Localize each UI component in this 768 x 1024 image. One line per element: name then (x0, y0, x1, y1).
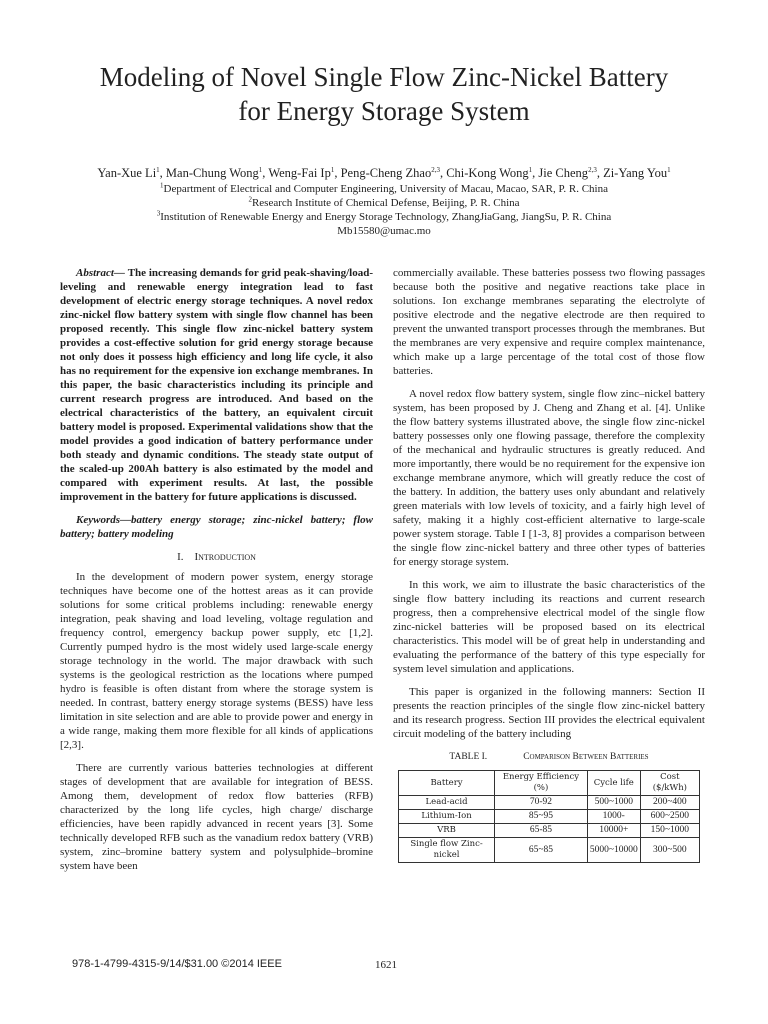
author-email: Mb15580@umac.mo (337, 225, 431, 237)
abstract-label: Abstract— (76, 267, 128, 279)
abstract-text: The increasing demands for grid peak-shaving/load-leveling and renewable energy integration lead to fast development of electric energy storage techniques. A novel redox zinc-nickel flow battery system with single flow channel has been proposed recently. This single flow zinc-nickel battery system provides a cost-effective solution for grid energy storage because not only does it possess high efficiency and long life cycle, it also has no requirement for the expensive ion exchange membranes. In this paper, the basic characteristics including its principle and current research progress are introduced. And based on the electrical characteristics of the battery, an equivalent circuit battery model is proposed. Experimental validations show that the model provides a good indication of battery performance under both steady and dynamic conditions. The steady state output of the scaled-up 200Ah battery is also estimated by the model and compared with experiment results. At last, the possible improvement in the battery for future applications is discussed. (60, 267, 373, 503)
table-cell: Lead-acid (399, 796, 495, 810)
author: Man-Chung Wong$^1$ (165, 165, 263, 180)
table-cell: 150~1000 (640, 824, 699, 838)
page-number: 1621 (375, 959, 397, 971)
body-paragraph: A novel redox flow battery system, single flow zinc–nickel battery system, has been proposed by J. Cheng and Zhang et al. [4]. Unlike the flow battery systems illustrated above, the single flow zinc-nickel battery possesses only one flowing passage, therefore the complexity of the mechanical and hydraulic structures is greatly reduced. And more importantly, there would be no requirement for the expensive ion exchange membrane anymore, which will greatly reduce the cost of the battery. In addition, the battery uses only abundant and relatively green materials with low levels of toxicity, and a fairly high level of safety, making it a highly cost-efficient alternative to large-scale power system storage. Table I [1-3, 8] provides a comparison between the single flow zinc-nickel battery and three other types of batteries for energy storage system. (393, 388, 705, 568)
comparison-table (398, 770, 700, 863)
table-header-row (399, 771, 700, 796)
author: Zi-Yang You$^1$ (603, 165, 671, 180)
title-line-1: Modeling of Novel Single Flow Zinc-Nickel Battery (99, 62, 669, 92)
affiliation-3: $^3$Institution of Renewable Energy and Energy Storage Technology, ZhangJiaGang, JiangSu, P. R. China (156, 209, 612, 223)
author: Peng-Cheng Zhao$^{2,3}$ (340, 165, 440, 180)
body-paragraph: commercially available. These batteries possess two flowing passages because both the positive and negative reactions take place in solutions. Ion exchange membranes separating the electrolyte of positive electrode and the negative electrode are then required to prevent the unwanted transport processes through the membranes. But the membranes are very expensive and require complex maintenance, which make up a large percentage of the total cost of those flow batteries. (393, 267, 705, 377)
table-cell: Single flow Zinc-nickel (399, 838, 495, 863)
author: Chi-Kong Wong$^1$ (446, 165, 533, 180)
body-paragraph: In the development of modern power system, energy storage techniques have become one of the hottest areas as it can provide solutions for some critical problems including: renewable energy integration, peak shaving and load leveling, voltage regulation and frequency control, emergency backup power supply, etc [1,2]. Currently pumped hydro is the most widely used large-scale energy storage technology in the world. The major drawback with such systems is the geological restriction as the locations where pumped hydro is feasible is often distant from where the storage system is needed. In contrast, battery energy storage systems (BESS) have less limitation in site selection and are able to provide power and energy in a wide range, making them more flexible for all kinds of applications [2,3]. (60, 571, 373, 751)
table-cell: 10000+ (587, 824, 640, 838)
table-row (399, 838, 700, 863)
body-paragraph: This paper is organized in the following manners: Section II presents the reaction principles of the single flow zinc-nickel battery and its research progress. Section III provides the electrical equivalent circuit modeling of the battery including (393, 686, 705, 740)
table-header-cell: Cycle life (587, 771, 640, 796)
table-caption: TABLE I. Comparison Between Batteries (449, 752, 649, 762)
table-row (399, 810, 700, 824)
right-column (393, 266, 705, 863)
table-row (399, 824, 700, 838)
table-cell: Lithium-Ion (399, 810, 495, 824)
table-cell: 65~85 (495, 838, 588, 863)
table-cell: 600~2500 (640, 810, 699, 824)
table-header-cell: Energy Efficiency (%) (495, 771, 588, 796)
author-list: Yan-Xue Li$^1$, Man-Chung Wong$^1$, Weng-Fai Ip$^1$, Peng-Cheng Zhao$^{2,3}$, Chi-Kong Wong$^1$, Jie Cheng$^{2,3}$, Zi-Yang You$^1$ (97, 165, 671, 180)
affiliations (30, 182, 738, 238)
table-cell: 70-92 (495, 796, 588, 810)
table-cell: 200~400 (640, 796, 699, 810)
author: Jie Cheng$^{2,3}$ (538, 165, 597, 180)
table-cell: 300~500 (640, 838, 699, 863)
copyright-footer: 978-1-4799-4315-9/14/$31.00 ©2014 IEEE (72, 958, 282, 970)
section-heading-introduction: I. Introduction (177, 551, 256, 563)
table-cell: 5000~10000 (587, 838, 640, 863)
body-paragraph: There are currently various batteries technologies at different stages of development that are available for integration of BESS. Among them, development of redox flow batteries (RFB) characterized by the long life cycles, high charge/ discharge efficiencies, have been rapidly advanced in recent years [3]. Some technically developed RFB such as the vanadium redox battery (VRB) system, zinc–bromine battery system and polysulphide–bromine system have been (60, 762, 373, 872)
author: Yan-Xue Li$^1$ (97, 165, 160, 180)
affiliation-2: $^2$Research Institute of Chemical Defense, Beijing, P. R. China (248, 195, 520, 209)
table-cell: 85~95 (495, 810, 588, 824)
body-paragraph: In this work, we aim to illustrate the basic characteristics of the single flow battery including its reactions and current research progress, then a comprehensive electrical model of the single flow zinc-nickel batteries will be proposed based on its electrical characteristics. This model will be of great help in understanding and evaluating the performance of the battery of this type especially for system level simulation and applications. (393, 579, 705, 675)
title-line-2: for Energy Storage System (238, 96, 530, 126)
abstract (60, 266, 373, 504)
table-cell: 65-85 (495, 824, 588, 838)
author: Weng-Fai Ip$^1$ (268, 165, 335, 180)
table-row (399, 796, 700, 810)
paper-title (40, 60, 728, 128)
table-header-cell: Battery (399, 771, 495, 796)
table-header-cell: Cost ($/kWh) (640, 771, 699, 796)
affiliation-1: $^1$Department of Electrical and Computer Engineering, University of Macau, Macao, SAR, P. R. China (160, 181, 608, 195)
table-cell: 1000- (587, 810, 640, 824)
table-cell: VRB (399, 824, 495, 838)
left-column (60, 266, 373, 882)
table-cell: 500~1000 (587, 796, 640, 810)
keywords: Keywords—battery energy storage; zinc-nickel battery; flow battery; battery modeling (60, 514, 373, 540)
